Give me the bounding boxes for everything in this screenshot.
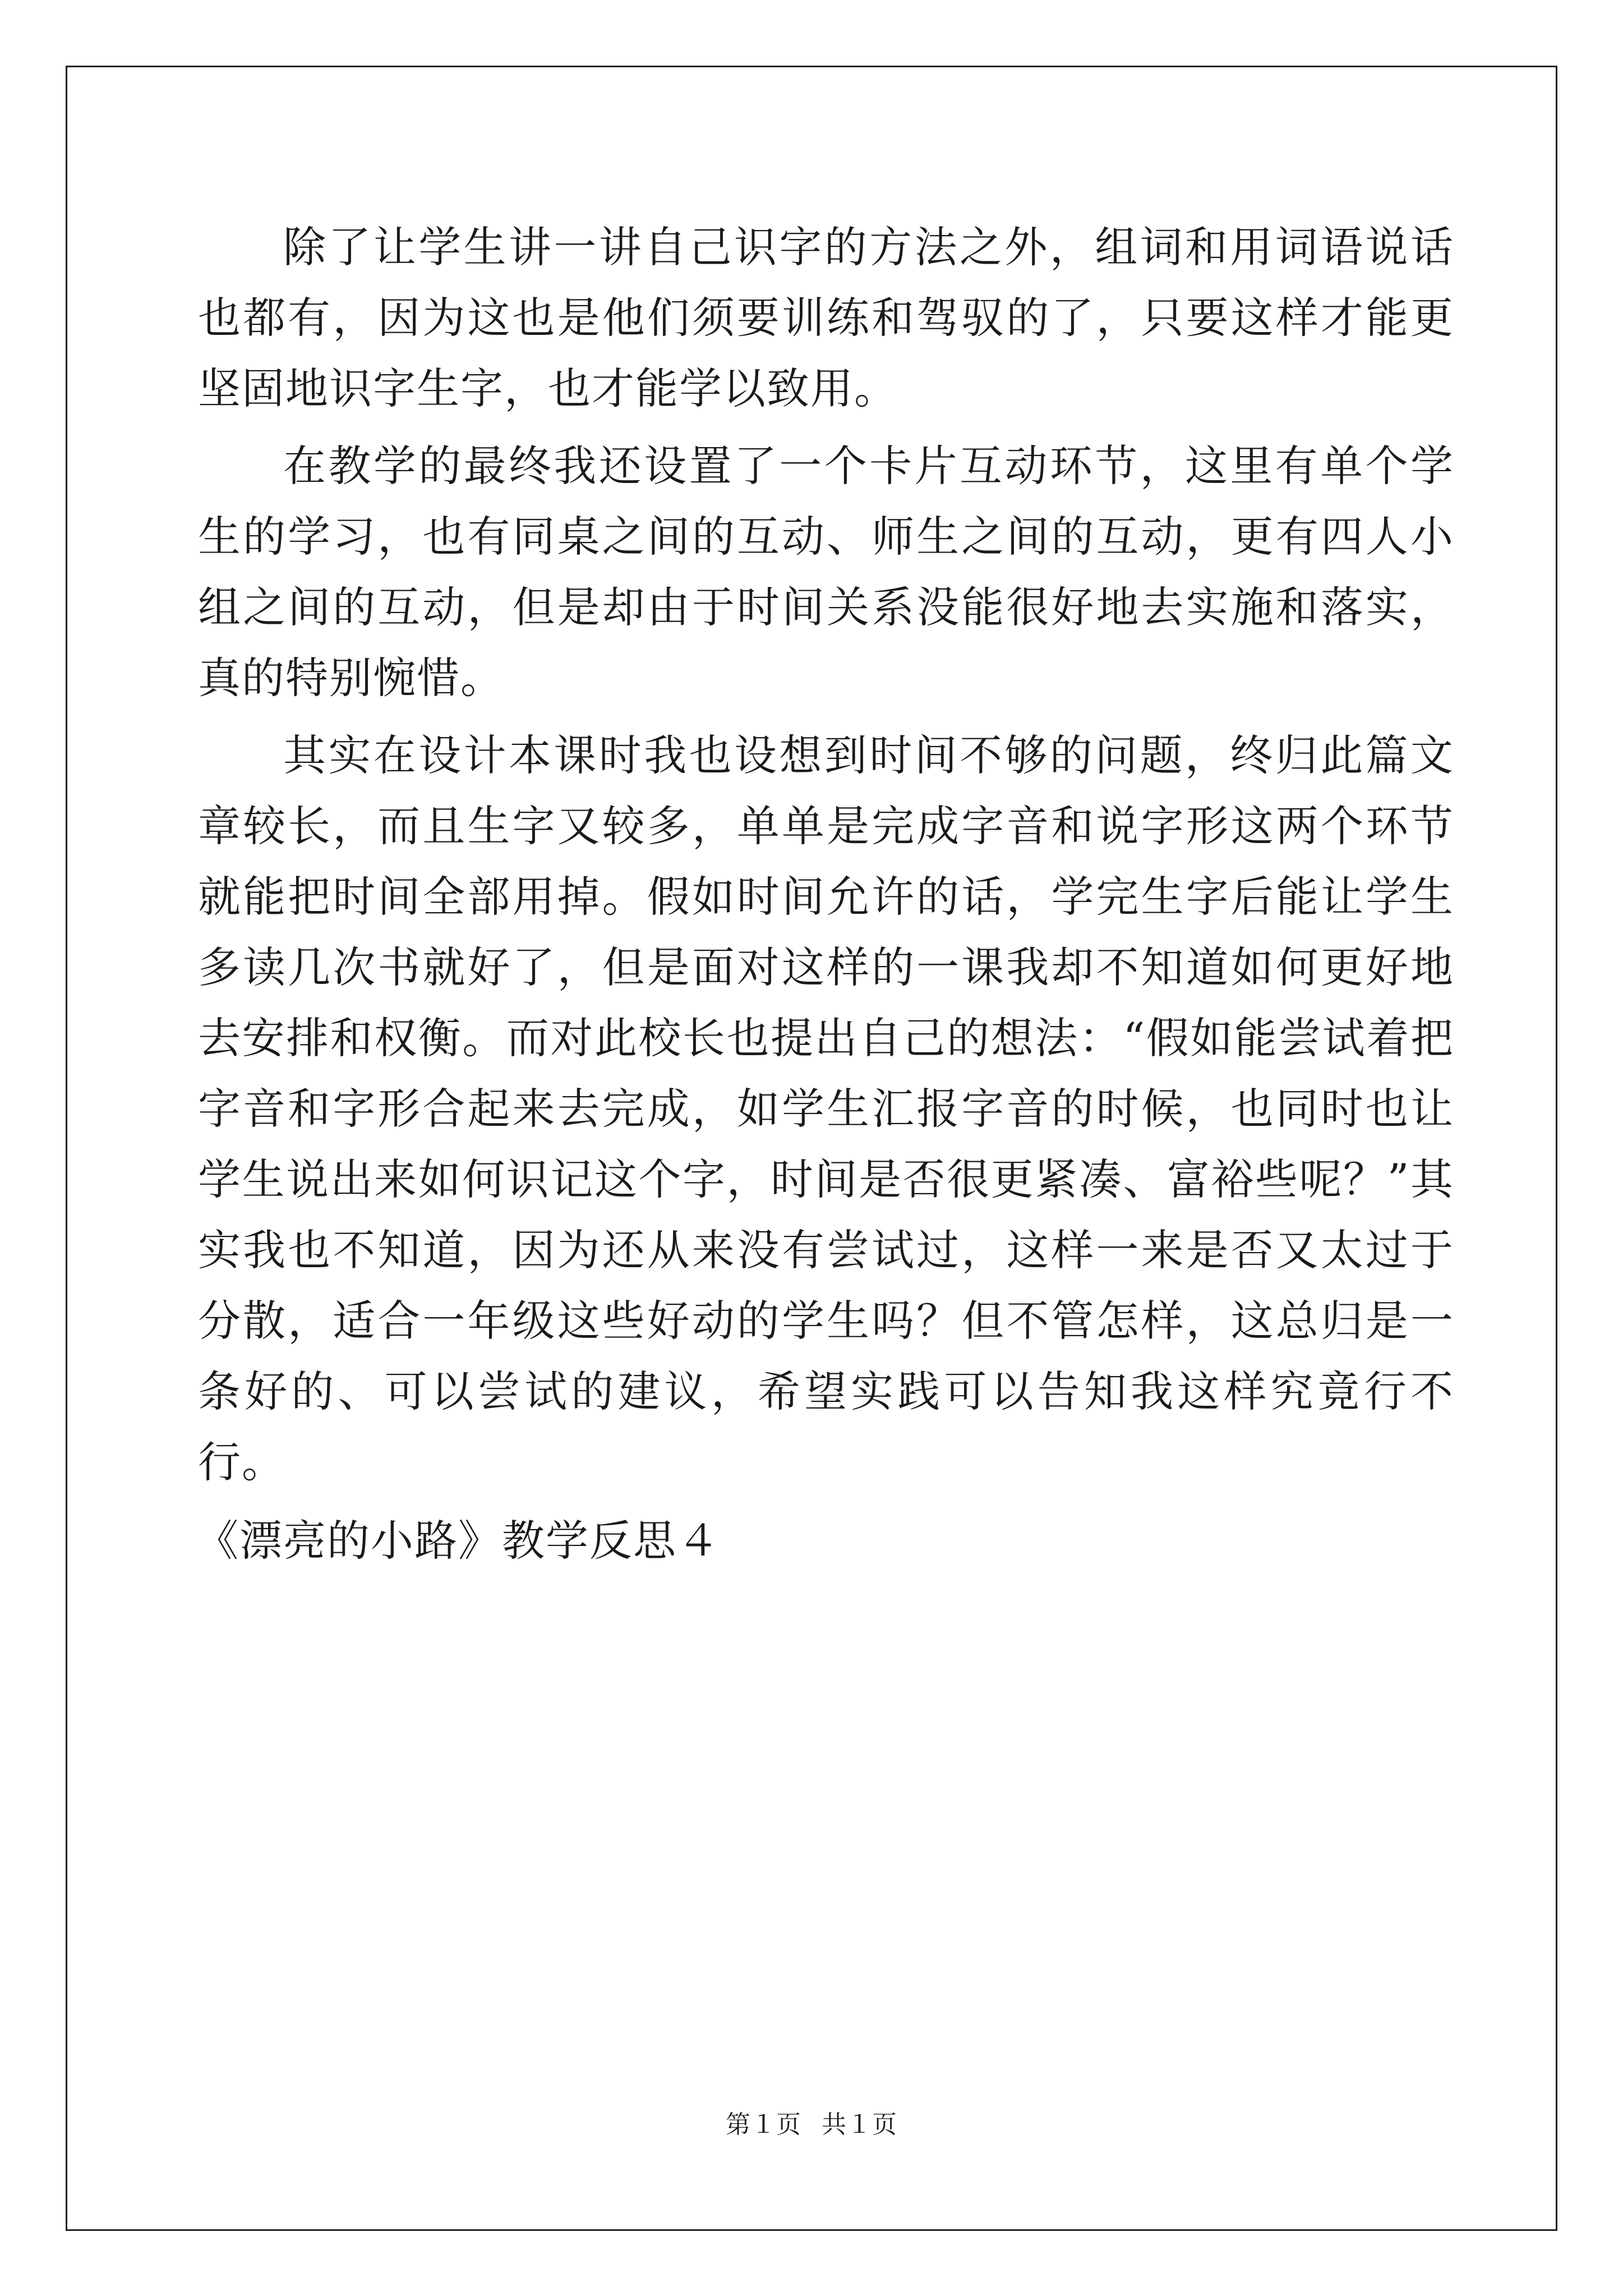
document-body	[198, 212, 1454, 1577]
paragraph-2: 在教学的最终我还设置了一个卡片互动环节，这里有单个学生的学习，也有同桌之间的互动、师生之间的互动，更有四人小组之间的互动，但是却由于时间关系没能很好地去实施和落实，真的特别惋惜。	[198, 441, 1454, 703]
section-heading: 《漂亮的小路》教学反思４	[196, 1516, 721, 1566]
page-footer	[0, 2108, 1623, 2142]
paragraph-1: 除了让学生讲一讲自己识字的方法之外，组词和用词语说话也都有，因为这也是他们须要训练和驾驭的了，只要这样才能更坚固地识字生字，也才能学以致用。	[198, 222, 1454, 413]
paragraph-3: 其实在设计本课时我也设想到时间不够的问题，终归此篇文章较长，而且生字又较多，单单是完成字音和说字形这两个环节就能把时间全部用掉。假如时间允许的话，学完生字后能让学生多读几次书就好了，但是面对这样的一课我却不知道如何更好地去安排和权衡。而对此校长也提出自己的想法：“假如能尝试着把字音和字形合起来去完成，如学生汇报字音的时候，也同时也让学生说出来如何识记这个字，时间是否很更紧凑、富裕些呢？”其实我也不知道，因为还从来没有尝试过，这样一来是否又太过于分散，适合一年级这些好动的学生吗？但不管怎样，这总归是一条好的、可以尝试的建议，希望实践可以告知我这样究竟行不行。	[198, 730, 1454, 1487]
page-total: 共１页	[822, 2110, 897, 2139]
page-number: 第１页	[726, 2110, 801, 2139]
